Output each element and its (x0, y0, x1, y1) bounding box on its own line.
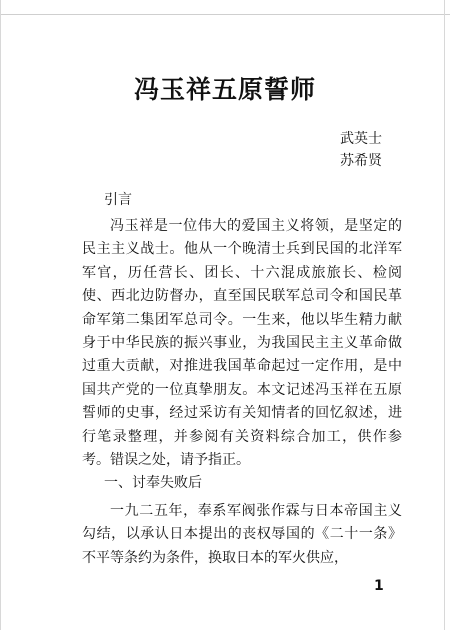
author-1: 武英士 (340, 131, 382, 147)
intro-heading: 引言 (104, 192, 132, 208)
intro-paragraph: 冯玉祥是一位伟大的爱国主义将领，是坚定的民主主义战士。他从一个晚清士兵到民国的北洋军军官，历任营长、团长、十六混成旅旅长、检阅使、西北边防督办，直至国民联军总司令和国民革命军第二集团军总司令。一生来，他以毕生精力献身于中华民族的振兴事业，为我国民主主义革命做过重大贡献，对推进我国革命起过一定作用，是中国共产党的一位真挚朋友。本文记述冯玉祥在五原誓师的史事，经过采访有关知情者的回忆叙述，进行笔录整理，并参阅有关资料综合加工，供作参考。错误之处，请予指正。 (82, 218, 402, 469)
page-number: 1 (374, 578, 384, 594)
author-2: 苏希贤 (340, 153, 382, 169)
section-1-heading: 一、讨奉失败后 (104, 475, 202, 491)
scan-edge-top (0, 14, 450, 15)
section-1-paragraph: 一九二五年，奉系军阀张作霖与日本帝国主义勾结，以承认日本提出的丧权辱国的《二十一条》不平等条约为条件，换取日本的军火供应， (82, 503, 402, 566)
article-title: 冯玉祥五原誓师 (133, 75, 316, 104)
